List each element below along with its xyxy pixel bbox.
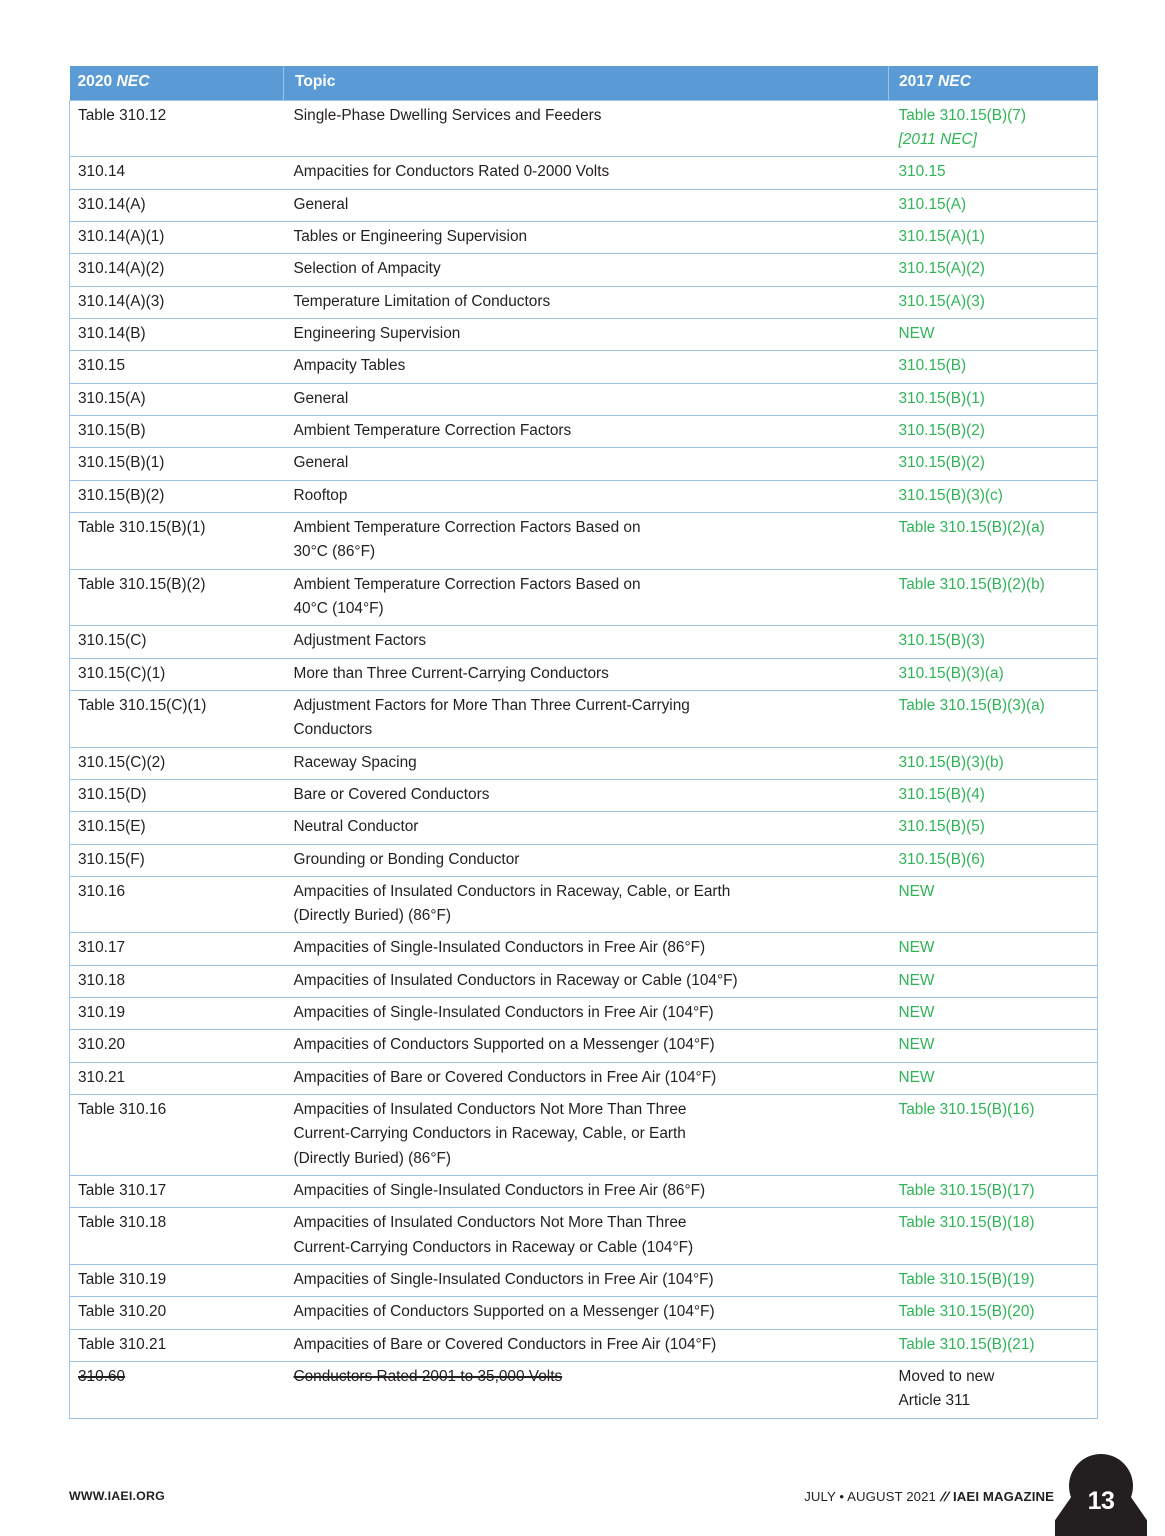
topic-line: Ampacities of Single-Insulated Conductors in Free Air (86°F) [293, 939, 706, 957]
old-reference-text: Table 310.15(B)(19) [898, 1271, 1035, 1289]
column-header-2020-nec [70, 66, 284, 100]
table-row [70, 747, 1098, 779]
topic-line: Adjustment Factors [293, 632, 427, 650]
reference-text: 310.60 [78, 1368, 126, 1386]
cell-2017-nec-reference [889, 812, 1098, 844]
reference-text: 310.15(B) [78, 421, 146, 439]
reference-text: 310.16 [78, 882, 126, 900]
cell-2020-nec-reference [70, 844, 284, 876]
cell-topic [284, 351, 889, 383]
topic-line: Ambient Temperature Correction Factors Based on [293, 518, 641, 536]
reference-text: Table 310.15(B)(1) [78, 518, 206, 536]
cell-2017-nec-reference [889, 1329, 1098, 1361]
cell-2020-nec-reference [70, 480, 284, 512]
topic-line: 40°C (104°F) [293, 599, 384, 617]
cell-topic [284, 747, 889, 779]
reference-text: Table 310.12 [78, 106, 167, 124]
topic-line: Ampacities of Bare or Covered Conductors in Free Air (104°F) [293, 1335, 717, 1353]
reference-text: Table 310.18 [78, 1214, 167, 1232]
cell-topic [284, 157, 889, 189]
cell-topic [284, 876, 889, 933]
cell-2020-nec-reference [70, 779, 284, 811]
cell-2017-nec-reference [889, 157, 1098, 189]
cell-topic [284, 1362, 889, 1419]
table-header [70, 66, 1098, 100]
reference-text: 310.15(C)(1) [78, 664, 166, 682]
old-reference-text: Table 310.15(B)(16) [898, 1101, 1035, 1119]
column-header-2017-nec-italic: NEC [938, 73, 971, 90]
table-row [70, 1362, 1098, 1419]
table-row [70, 569, 1098, 626]
cell-2020-nec-reference [70, 1362, 284, 1419]
table-row [70, 844, 1098, 876]
old-reference-text: NEW [898, 882, 935, 900]
cell-2017-nec-reference [889, 254, 1098, 286]
cell-2017-nec-reference [889, 286, 1098, 318]
cell-topic [284, 383, 889, 415]
cell-topic [284, 286, 889, 318]
table-row [70, 626, 1098, 658]
table-row [70, 221, 1098, 253]
topic-line: Grounding or Bonding Conductor [293, 850, 520, 868]
topic-line: Ampacities of Single-Insulated Conductors in Free Air (104°F) [293, 1004, 714, 1022]
cell-2017-nec-reference [889, 448, 1098, 480]
table-row [70, 690, 1098, 747]
old-reference-text: 310.15(B)(3) [898, 632, 985, 650]
cell-2017-nec-reference [889, 1265, 1098, 1297]
cell-2020-nec-reference [70, 286, 284, 318]
table-row [70, 998, 1098, 1030]
cell-2017-nec-reference [889, 998, 1098, 1030]
old-reference-note: [2011 NEC] [898, 130, 977, 148]
reference-text: 310.15(B)(1) [78, 454, 165, 472]
table-row [70, 254, 1098, 286]
reference-text: 310.15(C) [78, 632, 147, 650]
cell-topic [284, 448, 889, 480]
column-header-2020-prefix: 2020 [77, 73, 117, 90]
cell-topic [284, 965, 889, 997]
footer-website-url[interactable]: WWW.IAEI.ORG [69, 1489, 166, 1503]
old-reference-text: NEW [898, 1036, 935, 1054]
cell-2020-nec-reference [70, 351, 284, 383]
topic-line: Ampacities for Conductors Rated 0-2000 Volts [293, 163, 610, 181]
cell-2017-nec-reference [889, 1030, 1098, 1062]
cell-2017-nec-reference [889, 933, 1098, 965]
table-row [70, 1176, 1098, 1208]
cell-2017-nec-reference [889, 512, 1098, 569]
reference-text: Table 310.20 [78, 1303, 167, 1321]
cell-2017-nec-reference [889, 1297, 1098, 1329]
cell-topic [284, 933, 889, 965]
cell-topic [284, 1030, 889, 1062]
reference-text: 310.14(A)(2) [78, 260, 165, 278]
reference-text: Table 310.16 [78, 1101, 167, 1119]
topic-line: Single-Phase Dwelling Services and Feeders [293, 106, 602, 124]
topic-line: Ampacities of Insulated Conductors in Raceway or Cable (104°F) [293, 971, 738, 989]
table-row [70, 189, 1098, 221]
cell-2020-nec-reference [70, 415, 284, 447]
old-reference-text: Moved to new [898, 1368, 995, 1386]
topic-line: Ampacities of Conductors Supported on a Messenger (104°F) [293, 1036, 715, 1054]
reference-text: 310.15(F) [78, 850, 145, 868]
cell-2017-nec-reference [889, 221, 1098, 253]
cell-topic [284, 1176, 889, 1208]
cell-2020-nec-reference [70, 1095, 284, 1176]
table-row [70, 100, 1098, 157]
cell-2020-nec-reference [70, 1062, 284, 1094]
cell-topic [284, 1265, 889, 1297]
reference-text: 310.20 [78, 1036, 126, 1054]
table-row [70, 779, 1098, 811]
reference-text: 310.14(A)(1) [78, 227, 165, 245]
cell-topic [284, 1062, 889, 1094]
old-reference-text: 310.15(B)(3)(c) [898, 486, 1003, 504]
cell-2017-nec-reference [889, 1095, 1098, 1176]
cell-2020-nec-reference [70, 626, 284, 658]
table-row [70, 658, 1098, 690]
cell-topic [284, 189, 889, 221]
reference-text: 310.15(D) [78, 785, 147, 803]
cell-2017-nec-reference [889, 480, 1098, 512]
topic-line: Raceway Spacing [293, 753, 417, 771]
topic-line: 30°C (86°F) [293, 543, 376, 561]
table-row [70, 876, 1098, 933]
cell-2017-nec-reference [889, 569, 1098, 626]
reference-text: 310.19 [78, 1004, 126, 1022]
table-row [70, 1329, 1098, 1361]
column-header-2017-nec [889, 66, 1098, 100]
table-row [70, 965, 1098, 997]
cell-topic [284, 658, 889, 690]
topic-line: Ampacities of Single-Insulated Conductors in Free Air (104°F) [293, 1271, 714, 1289]
cell-topic [284, 779, 889, 811]
table-header-row [70, 66, 1098, 100]
old-reference-text: 310.15(B)(4) [898, 785, 985, 803]
old-reference-text: 310.15(B)(5) [898, 818, 985, 836]
cell-topic [284, 415, 889, 447]
old-reference-text: 310.15(A)(2) [898, 260, 985, 278]
page-number-badge [1055, 1454, 1147, 1536]
reference-text: 310.15 [78, 357, 126, 375]
cell-2020-nec-reference [70, 1030, 284, 1062]
reference-text: 310.15(A) [78, 389, 146, 407]
cell-2020-nec-reference [70, 1329, 284, 1361]
topic-line: Current-Carrying Conductors in Raceway, Cable, or Earth [293, 1125, 686, 1143]
table-row [70, 480, 1098, 512]
table-row [70, 512, 1098, 569]
topic-line: Neutral Conductor [293, 818, 419, 836]
cell-2017-nec-reference [889, 876, 1098, 933]
cell-2017-nec-reference [889, 626, 1098, 658]
cell-2020-nec-reference [70, 658, 284, 690]
topic-line: Ampacities of Conductors Supported on a Messenger (104°F) [293, 1303, 715, 1321]
footer-issue-date: JULY • AUGUST 2021 [804, 1489, 936, 1504]
topic-line: Temperature Limitation of Conductors [293, 292, 551, 310]
old-reference-text: Table 310.15(B)(3)(a) [898, 696, 1045, 714]
cell-2017-nec-reference [889, 1176, 1098, 1208]
old-reference-text: NEW [898, 939, 935, 957]
reference-text: Table 310.15(B)(2) [78, 575, 206, 593]
table-row [70, 351, 1098, 383]
topic-line: General [293, 454, 349, 472]
topic-line: Ampacities of Insulated Conductors Not More Than Three [293, 1214, 687, 1232]
topic-line: General [293, 195, 349, 213]
cell-topic [284, 998, 889, 1030]
footer-slash-icon: // [939, 1489, 950, 1504]
old-reference-text: NEW [898, 971, 935, 989]
topic-line: Ambient Temperature Correction Factors [293, 421, 572, 439]
cell-2020-nec-reference [70, 448, 284, 480]
topic-line: Adjustment Factors for More Than Three Current-Carrying [293, 696, 690, 714]
cell-2020-nec-reference [70, 1297, 284, 1329]
old-reference-text: 310.15(B)(2) [898, 454, 985, 472]
reference-text: 310.21 [78, 1068, 126, 1086]
old-reference-text: Table 310.15(B)(18) [898, 1214, 1035, 1232]
topic-line: Engineering Supervision [293, 324, 461, 342]
reference-text: Table 310.17 [78, 1182, 167, 1200]
cell-2020-nec-reference [70, 383, 284, 415]
cell-topic [284, 812, 889, 844]
old-reference-text: NEW [898, 1004, 935, 1022]
table-row [70, 1095, 1098, 1176]
reference-text: 310.17 [78, 939, 126, 957]
old-reference-text: Table 310.15(B)(2)(a) [898, 518, 1045, 536]
old-reference-text: 310.15(B)(3)(a) [898, 664, 1004, 682]
old-reference-text: 310.15(A)(3) [898, 292, 985, 310]
cell-2017-nec-reference [889, 351, 1098, 383]
cell-2017-nec-reference [889, 1362, 1098, 1419]
cell-2020-nec-reference [70, 1265, 284, 1297]
cell-topic [284, 318, 889, 350]
table-row [70, 1297, 1098, 1329]
cell-2017-nec-reference [889, 189, 1098, 221]
topic-line: Ampacities of Insulated Conductors in Raceway, Cable, or Earth [293, 882, 731, 900]
topic-line: (Directly Buried) (86°F) [293, 1149, 452, 1167]
table-row [70, 157, 1098, 189]
old-reference-line2: Article 311 [898, 1392, 971, 1410]
topic-line: (Directly Buried) (86°F) [293, 907, 452, 925]
cell-2020-nec-reference [70, 318, 284, 350]
cell-topic [284, 1329, 889, 1361]
column-header-topic: Topic [284, 66, 889, 100]
cell-2020-nec-reference [70, 157, 284, 189]
reference-text: 310.14(B) [78, 324, 146, 342]
cell-topic [284, 254, 889, 286]
old-reference-text: Table 310.15(B)(2)(b) [898, 575, 1045, 593]
old-reference-text: 310.15(A) [898, 195, 967, 213]
cell-2017-nec-reference [889, 1062, 1098, 1094]
reference-text: Table 310.21 [78, 1335, 167, 1353]
table-row [70, 383, 1098, 415]
reference-text: 310.15(E) [78, 818, 146, 836]
table-row [70, 1030, 1098, 1062]
old-reference-text: Table 310.15(B)(21) [898, 1335, 1035, 1353]
footer-issue-line [804, 1489, 1054, 1504]
cell-topic [284, 100, 889, 157]
cell-2020-nec-reference [70, 933, 284, 965]
old-reference-text: 310.15(B)(3)(b) [898, 753, 1004, 771]
topic-line: Current-Carrying Conductors in Raceway or Cable (104°F) [293, 1238, 694, 1256]
old-reference-text: 310.15 [898, 163, 946, 181]
reference-text: Table 310.15(C)(1) [78, 696, 207, 714]
cell-2020-nec-reference [70, 569, 284, 626]
cell-2017-nec-reference [889, 965, 1098, 997]
cell-2020-nec-reference [70, 221, 284, 253]
topic-line: Selection of Ampacity [293, 260, 441, 278]
topic-line: Ampacity Tables [293, 357, 406, 375]
reference-text: 310.15(B)(2) [78, 486, 165, 504]
reference-text: 310.14 [78, 163, 126, 181]
topic-line: Tables or Engineering Supervision [293, 227, 528, 245]
cell-topic [284, 1297, 889, 1329]
cell-2020-nec-reference [70, 747, 284, 779]
cell-topic [284, 512, 889, 569]
topic-line: General [293, 389, 349, 407]
cell-2020-nec-reference [70, 965, 284, 997]
topic-line: More than Three Current-Carrying Conductors [293, 664, 609, 682]
cell-topic [284, 480, 889, 512]
old-reference-text: 310.15(B)(2) [898, 421, 985, 439]
cell-2020-nec-reference [70, 189, 284, 221]
table-body [70, 100, 1098, 1418]
topic-line: Ambient Temperature Correction Factors Based on [293, 575, 641, 593]
cell-2017-nec-reference [889, 844, 1098, 876]
cell-2020-nec-reference [70, 690, 284, 747]
cell-2017-nec-reference [889, 100, 1098, 157]
topic-line: Rooftop [293, 486, 348, 504]
cell-2017-nec-reference [889, 383, 1098, 415]
topic-line: Conductors Rated 2001 to 35,000 Volts [293, 1368, 563, 1386]
page-footer [0, 1440, 1165, 1536]
topic-line: Ampacities of Single-Insulated Conductors in Free Air (86°F) [293, 1182, 706, 1200]
cell-2017-nec-reference [889, 690, 1098, 747]
old-reference-text: Table 310.15(B)(7) [898, 106, 1026, 124]
cell-topic [284, 221, 889, 253]
table-row [70, 286, 1098, 318]
cell-2020-nec-reference [70, 1208, 284, 1265]
table-row [70, 933, 1098, 965]
cell-2017-nec-reference [889, 779, 1098, 811]
table-row [70, 448, 1098, 480]
old-reference-text: 310.15(B)(1) [898, 389, 985, 407]
reference-text: 310.18 [78, 971, 126, 989]
old-reference-text: Table 310.15(B)(20) [898, 1303, 1035, 1321]
old-reference-text: 310.15(B) [898, 357, 967, 375]
cell-2020-nec-reference [70, 512, 284, 569]
cell-topic [284, 569, 889, 626]
old-reference-text: NEW [898, 1068, 935, 1086]
cell-topic [284, 844, 889, 876]
old-reference-text: 310.15(B)(6) [898, 850, 985, 868]
topic-line: Conductors [293, 721, 373, 739]
cell-topic [284, 1095, 889, 1176]
cell-2020-nec-reference [70, 1176, 284, 1208]
cell-2017-nec-reference [889, 318, 1098, 350]
table-row [70, 1062, 1098, 1094]
cell-2017-nec-reference [889, 658, 1098, 690]
table-row [70, 318, 1098, 350]
cell-topic [284, 1208, 889, 1265]
cell-2020-nec-reference [70, 254, 284, 286]
cell-2017-nec-reference [889, 1208, 1098, 1265]
reference-text: 310.14(A)(3) [78, 292, 165, 310]
reference-text: Table 310.19 [78, 1271, 167, 1289]
reference-text: 310.14(A) [78, 195, 146, 213]
old-reference-text: 310.15(A)(1) [898, 227, 985, 245]
old-reference-text: Table 310.15(B)(17) [898, 1182, 1035, 1200]
table-row [70, 1265, 1098, 1297]
cell-2020-nec-reference [70, 812, 284, 844]
cell-2017-nec-reference [889, 415, 1098, 447]
topic-line: Ampacities of Insulated Conductors Not More Than Three [293, 1101, 687, 1119]
cell-topic [284, 626, 889, 658]
nec-comparison-table [69, 66, 1098, 1419]
page-number: 13 [1087, 1487, 1115, 1515]
table-row [70, 812, 1098, 844]
cell-2020-nec-reference [70, 876, 284, 933]
footer-magazine-name: IAEI MAGAZINE [953, 1489, 1054, 1504]
column-header-2020-nec-italic: NEC [116, 73, 150, 90]
topic-line: Bare or Covered Conductors [293, 785, 490, 803]
cell-topic [284, 690, 889, 747]
cell-2020-nec-reference [70, 998, 284, 1030]
reference-text: 310.15(C)(2) [78, 753, 166, 771]
cell-2020-nec-reference [70, 100, 284, 157]
table-row [70, 1208, 1098, 1265]
column-header-2017-prefix: 2017 [899, 73, 939, 90]
nec-comparison-table-wrap [69, 66, 1097, 1419]
table-row [70, 415, 1098, 447]
old-reference-text: NEW [898, 324, 935, 342]
cell-2017-nec-reference [889, 747, 1098, 779]
topic-line: Ampacities of Bare or Covered Conductors in Free Air (104°F) [293, 1068, 717, 1086]
